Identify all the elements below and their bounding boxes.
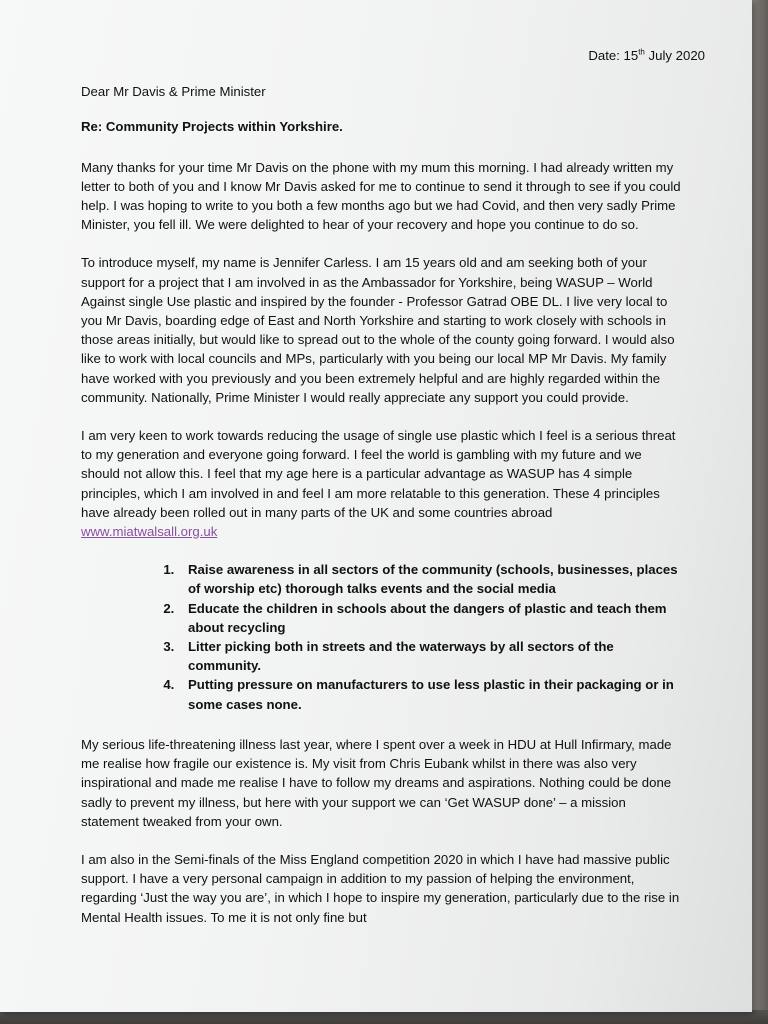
paragraph-intro: Many thanks for your time Mr Davis on the phone with my mum this morning. I had already written my letter to both of you and I know Mr Davis asked for me to continue to send it through to see if you could help. I was hoping to write to you both a few months ago but we had Covid, and then very sadly Prime Minister, you fell ill. We were delighted to hear of your recovery and hope you continue to do so. xyxy=(81,159,681,233)
list-item: 2. Educate the children in schools about the dangers of plastic and teach them about recycling xyxy=(178,599,681,637)
paragraph-miss-england: I am also in the Semi-finals of the Miss England competition 2020 in which I have had massive public support. I have a very personal campaign in addition to my passion of helping the environment, regarding ‘Just the way you are’, in which I hope to inspire my generation, particularly due to the rise in Mental Health issues. To me it is not only fine but xyxy=(81,851,680,925)
paragraph-principles-text: I am very keen to work towards reducing the usage of single use plastic which I feel is a serious threat to my generation and everyone going forward. I feel the world is gambling with my future and we should not allow this. I feel that my age here is a particular advantage as WASUP has 4 simple principles, which I am involved in and feel I am more relatable to this generation. These 4 principles have already been rolled out in many parts of the UK and some countries abroad xyxy=(81,428,676,520)
principles-list xyxy=(81,560,681,714)
subject-line: Re: Community Projects within Yorkshire. xyxy=(81,119,343,135)
list-item: 3. Litter picking both in streets and the waterways by all sectors of the community. xyxy=(178,637,681,675)
date-month-year: July 2020 xyxy=(644,48,705,63)
date-ordinal: th xyxy=(638,47,645,57)
paragraph-principles-intro xyxy=(81,426,681,541)
background-edge-bottom xyxy=(0,1010,768,1024)
paragraph-introduce-myself: To introduce myself, my name is Jennifer Carless. I am 15 years old and am seeking both of your support for a project that I am involved in as the Ambassador for Yorkshire, being WASUP – World Against single Use plastic and inspired by the founder - Professor Gatrad OBE DL. I live very local to you Mr Davis, boarding edge of East and North Yorkshire and starting to work closely with schools in those areas initially, but would like to spread out to the whole of the county going forward. I would also like to work with local councils and MPs, particularly with you being our local MP Mr Davis. My family have worked with you previously and you been extremely helpful and are highly regarded within the community. Nationally, Prime Minister I would really appreciate any support you could provide. xyxy=(81,255,675,405)
website-link[interactable]: www.miatwalsall.org.uk xyxy=(81,524,218,540)
list-item: 4. Putting pressure on manufacturers to use less plastic in their packaging or in some cases none. xyxy=(178,675,681,713)
list-item: 1. Raise awareness in all sectors of the community (schools, businesses, places of worship etc) thorough talks events and the social media xyxy=(178,560,681,598)
letter-date xyxy=(81,46,705,65)
paragraph-illness: My serious life-threatening illness last year, where I spent over a week in HDU at Hull Infirmary, made me realise how fragile our existence is. My visit from Chris Eubank whilst in there was also very inspirational and made me realise I have to follow my dreams and aspirations. Nothing could be done sadly to prevent my illness, but here with your support we can ‘Get WASUP done’ – a mission statement tweaked from your own. xyxy=(81,736,672,829)
date-text: Date: 15 xyxy=(588,48,639,63)
letter-body xyxy=(81,46,705,946)
salutation: Dear Mr Davis & Prime Minister xyxy=(81,84,266,100)
